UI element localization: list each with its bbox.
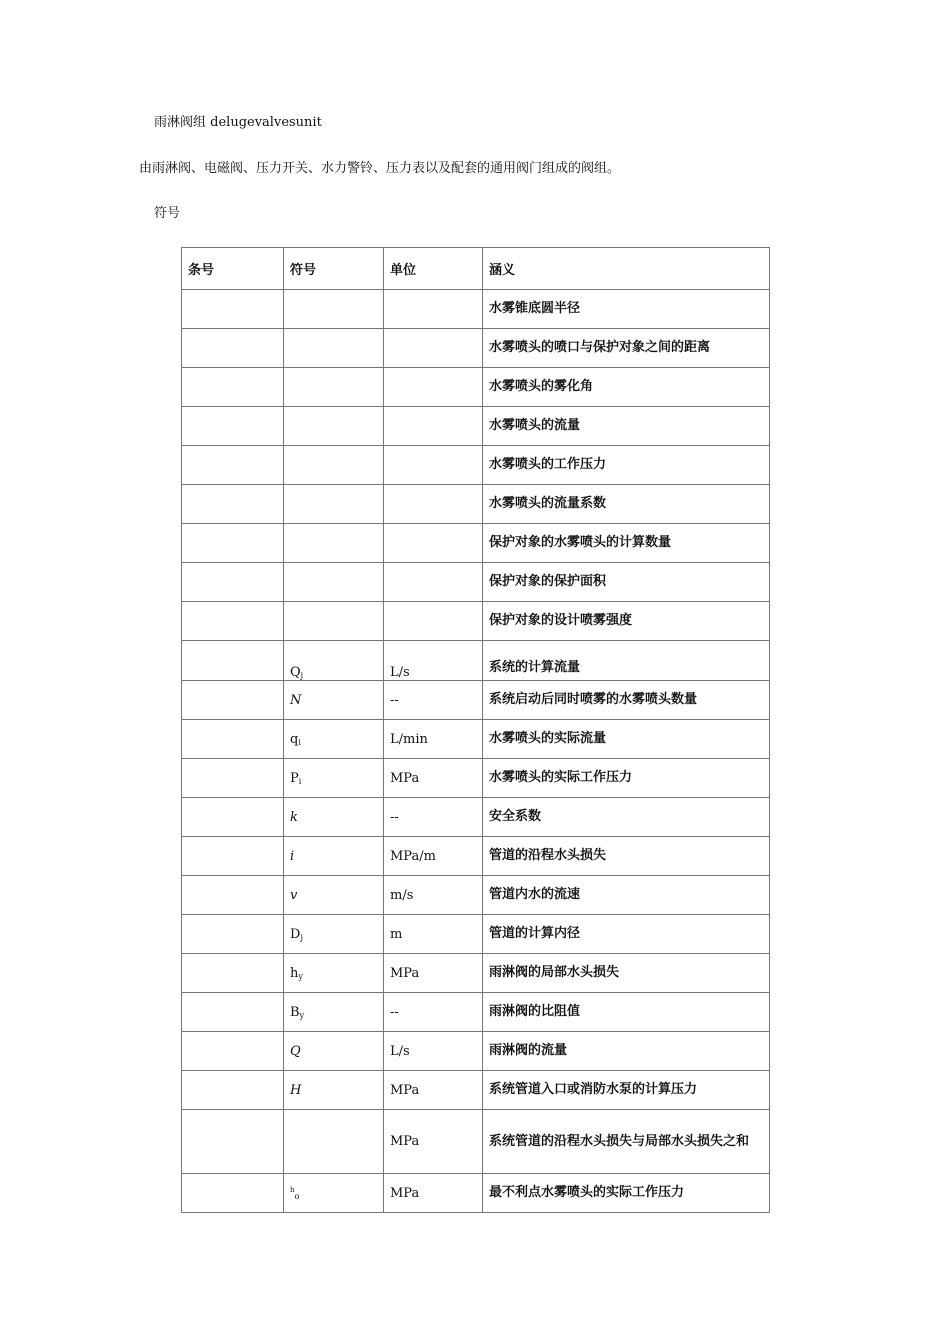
symbol-main: P: [290, 770, 299, 786]
cell-unit: MPa/m: [384, 837, 483, 876]
cell-clause: [182, 524, 284, 563]
cell-clause: [182, 407, 284, 446]
cell-clause: [182, 368, 284, 407]
table-row: [182, 329, 770, 368]
table-row: [182, 876, 770, 915]
table-row: [182, 759, 770, 798]
cell-unit: L/s: [384, 641, 483, 681]
header-clause: 条号: [182, 248, 284, 290]
symbol-main: q: [290, 731, 299, 747]
table-row: [182, 915, 770, 954]
cell-unit: [384, 524, 483, 563]
table-row: [182, 993, 770, 1032]
cell-clause: [182, 602, 284, 641]
table-row: [182, 524, 770, 563]
symbols-heading: 符号: [154, 206, 181, 221]
cell-unit: MPa: [384, 1071, 483, 1110]
cell-clause: [182, 1110, 284, 1174]
cell-meaning: 水雾锥底圆半径: [483, 290, 770, 329]
table-row: [182, 641, 770, 681]
cell-unit: MPa: [384, 759, 483, 798]
table-row: [182, 1110, 770, 1174]
cell-clause: [182, 798, 284, 837]
cell-symbol: [284, 837, 384, 876]
cell-meaning: 水雾喷头的实际流量: [483, 720, 770, 759]
definition-paragraph: 由雨淋阀、电磁阀、压力开关、水力警铃、压力表以及配套的通用阀门组成的阀组。: [139, 161, 621, 176]
symbol-subscript: y: [298, 971, 303, 981]
symbol-main: i: [290, 848, 295, 864]
cell-unit: --: [384, 798, 483, 837]
symbol-main: h: [290, 965, 299, 981]
symbol-subscript: j: [300, 932, 303, 942]
table-row: [182, 485, 770, 524]
cell-clause: [182, 993, 284, 1032]
cell-symbol: [284, 1174, 384, 1213]
heading-english: delugevalvesunit: [210, 115, 322, 130]
cell-symbol: [284, 915, 384, 954]
table-header-row: [182, 248, 770, 290]
table-row: [182, 798, 770, 837]
cell-clause: [182, 915, 284, 954]
cell-symbol: [284, 524, 384, 563]
table-row: [182, 1174, 770, 1213]
symbol-subscript: i: [298, 737, 301, 747]
symbol-subscript: j: [300, 671, 304, 680]
cell-unit: L/s: [384, 1032, 483, 1071]
cell-clause: [182, 1071, 284, 1110]
symbol-main: H: [290, 1082, 302, 1098]
cell-symbol: [284, 446, 384, 485]
cell-symbol: [284, 954, 384, 993]
cell-unit: [384, 407, 483, 446]
cell-unit: --: [384, 993, 483, 1032]
heading-chinese: 雨淋阀组: [154, 115, 207, 130]
cell-meaning: 最不利点水雾喷头的实际工作压力: [483, 1174, 770, 1213]
cell-clause: [182, 681, 284, 720]
symbol-main: h: [290, 1185, 295, 1194]
cell-unit: [384, 485, 483, 524]
cell-symbol: [284, 759, 384, 798]
cell-clause: [182, 954, 284, 993]
cell-unit: [384, 446, 483, 485]
cell-meaning: 雨淋阀的局部水头损失: [483, 954, 770, 993]
table-row: [182, 446, 770, 485]
cell-unit: L/min: [384, 720, 483, 759]
cell-unit: [384, 368, 483, 407]
table-row: [182, 720, 770, 759]
cell-clause: [182, 837, 284, 876]
header-unit: 单位: [384, 248, 483, 290]
table-row: [182, 1032, 770, 1071]
table-row: [182, 837, 770, 876]
cell-clause: [182, 329, 284, 368]
table-row: [182, 602, 770, 641]
cell-clause: [182, 1174, 284, 1213]
symbol-main: Q: [290, 665, 301, 680]
cell-symbol: [284, 1032, 384, 1071]
cell-symbol: [284, 290, 384, 329]
table-row: [182, 290, 770, 329]
cell-meaning: 水雾喷头的流量: [483, 407, 770, 446]
cell-meaning: 系统启动后同时喷雾的水雾喷头数量: [483, 681, 770, 720]
cell-meaning: 保护对象的保护面积: [483, 563, 770, 602]
cell-symbol: [284, 993, 384, 1032]
cell-meaning: 管道内水的流速: [483, 876, 770, 915]
header-symbol: 符号: [284, 248, 384, 290]
cell-symbol: [284, 407, 384, 446]
table-row: [182, 1071, 770, 1110]
cell-meaning: 保护对象的设计喷雾强度: [483, 602, 770, 641]
header-meaning: 涵义: [483, 248, 770, 290]
cell-meaning: 安全系数: [483, 798, 770, 837]
symbol-subscript: y: [299, 1010, 305, 1020]
cell-clause: [182, 876, 284, 915]
cell-clause: [182, 446, 284, 485]
cell-unit: MPa: [384, 954, 483, 993]
cell-meaning: 雨淋阀的流量: [483, 1032, 770, 1071]
symbol-subscript: i: [298, 776, 302, 786]
cell-meaning: 雨淋阀的比阻值: [483, 993, 770, 1032]
section-heading-deluge-valves-unit: [154, 114, 322, 132]
cell-symbol: [284, 681, 384, 720]
cell-symbol: [284, 1071, 384, 1110]
table-row: [182, 681, 770, 720]
cell-clause: [182, 1032, 284, 1071]
cell-symbol: [284, 641, 384, 681]
cell-clause: [182, 290, 284, 329]
cell-clause: [182, 485, 284, 524]
table-row: [182, 563, 770, 602]
cell-unit: [384, 290, 483, 329]
cell-meaning: 水雾喷头的雾化角: [483, 368, 770, 407]
cell-unit: [384, 329, 483, 368]
cell-symbol: [284, 329, 384, 368]
cell-meaning: 水雾喷头的流量系数: [483, 485, 770, 524]
cell-meaning: 系统管道的沿程水头损失与局部水头损失之和: [483, 1110, 770, 1174]
cell-unit: --: [384, 681, 483, 720]
cell-symbol: [284, 1110, 384, 1174]
cell-unit: m/s: [384, 876, 483, 915]
symbol-main: N: [290, 692, 302, 708]
cell-meaning: 管道的沿程水头损失: [483, 837, 770, 876]
cell-symbol: [284, 563, 384, 602]
cell-clause: [182, 759, 284, 798]
cell-symbol: [284, 798, 384, 837]
cell-meaning: 系统管道入口或消防水泵的计算压力: [483, 1071, 770, 1110]
table-row: [182, 368, 770, 407]
cell-meaning: 水雾喷头的工作压力: [483, 446, 770, 485]
cell-meaning: 水雾喷头的实际工作压力: [483, 759, 770, 798]
table-row: [182, 954, 770, 993]
table-row: [182, 407, 770, 446]
cell-symbol: [284, 720, 384, 759]
symbol-main: B: [290, 1004, 300, 1020]
cell-meaning: 系统的计算流量: [483, 641, 770, 681]
symbols-table: [181, 247, 770, 1213]
cell-symbol: [284, 602, 384, 641]
cell-clause: [182, 641, 284, 681]
symbol-subscript: o: [294, 1191, 300, 1201]
cell-clause: [182, 563, 284, 602]
symbol-main: v: [290, 887, 298, 903]
symbol-main: Q: [290, 1043, 301, 1059]
cell-symbol: [284, 876, 384, 915]
cell-symbol: [284, 485, 384, 524]
symbols-table-body: [182, 248, 770, 1213]
cell-unit: MPa: [384, 1110, 483, 1174]
cell-meaning: 管道的计算内径: [483, 915, 770, 954]
cell-symbol: [284, 368, 384, 407]
cell-clause: [182, 720, 284, 759]
symbol-main: D: [290, 926, 301, 942]
cell-meaning: 保护对象的水雾喷头的计算数量: [483, 524, 770, 563]
cell-unit: MPa: [384, 1174, 483, 1213]
cell-unit: m: [384, 915, 483, 954]
cell-unit: [384, 563, 483, 602]
symbol-main: k: [290, 809, 298, 825]
cell-unit: [384, 602, 483, 641]
cell-meaning: 水雾喷头的喷口与保护对象之间的距离: [483, 329, 770, 368]
